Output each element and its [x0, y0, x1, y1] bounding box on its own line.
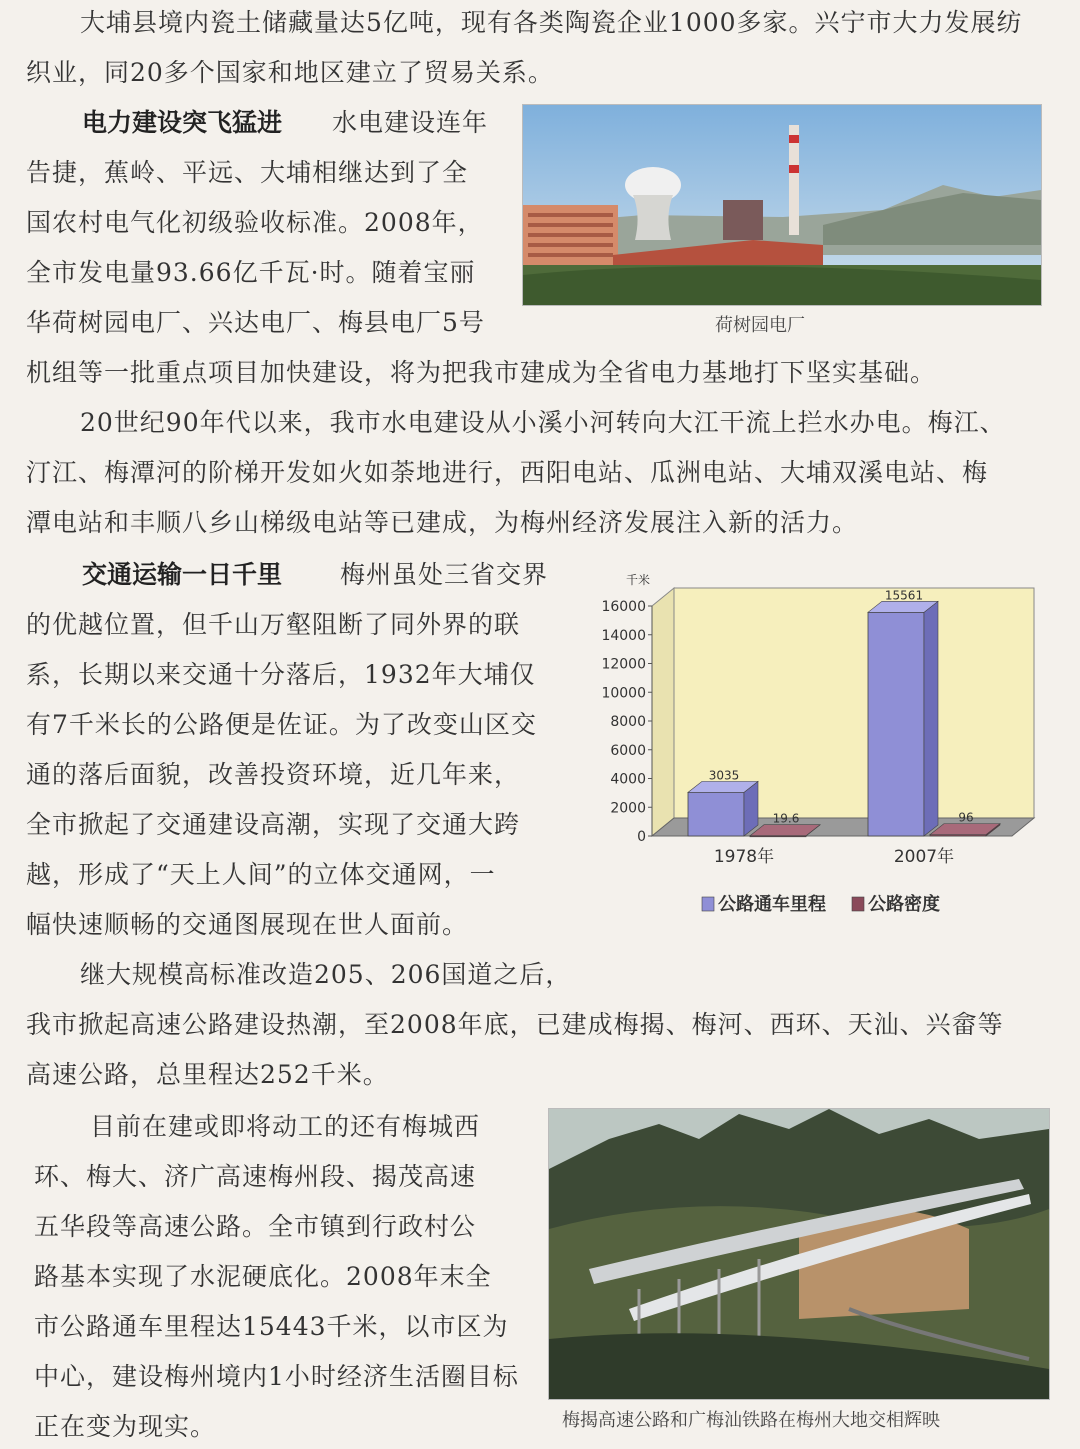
paragraph-line: 正在变为现实。	[34, 1412, 217, 1441]
paragraph-line: 国农村电气化初级验收标准。2008年，	[26, 208, 484, 237]
paragraph-line: 目前在建或即将动工的还有梅城西	[90, 1112, 481, 1141]
y-tick-label: 16000	[601, 599, 646, 615]
y-tick-label: 6000	[610, 742, 646, 759]
y-axis-label: 千米	[626, 573, 651, 587]
paragraph-line: 有7千米长的公路便是佐证。为了改变山区交	[26, 710, 537, 739]
legend-swatch	[852, 897, 864, 911]
x-tick-label: 2007年	[893, 847, 955, 867]
legend-label: 公路通车里程	[718, 894, 826, 915]
paragraph-line: 机组等一批重点项目加快建设，将为把我市建成为全省电力基地打下坚实基础。	[26, 358, 937, 387]
y-tick-label: 4000	[610, 771, 646, 788]
paragraph-line: 汀江、梅潭河的阶梯开发如火如荼地进行，西阳电站、瓜洲电站、大埔双溪电站、梅	[26, 458, 989, 487]
legend-label: 公路密度	[868, 894, 940, 915]
paragraph-line: 水电建设连年	[332, 108, 489, 137]
paragraph-line: 越，形成了“天上人间”的立体交通网，一	[26, 860, 496, 889]
bar-value-label: 96	[958, 810, 974, 825]
paragraph-line: 告捷，蕉岭、平远、大埔相继达到了全	[26, 158, 469, 187]
bar-value-label: 3035	[708, 768, 740, 783]
paragraph-line: 路基本实现了水泥硬底化。2008年末全	[34, 1262, 492, 1291]
paragraph-line: 大埔县境内瓷土储藏量达5亿吨，现有各类陶瓷企业1000多家。兴宁市大力发展纺	[80, 8, 1023, 37]
highway-railway-photo	[548, 1108, 1050, 1400]
chart-side-wall	[652, 588, 674, 836]
y-tick-label: 0	[637, 829, 646, 845]
legend-swatch	[702, 897, 714, 911]
power-plant-caption: 荷树园电厂	[715, 315, 805, 336]
paragraph-line: 20世纪90年代以来，我市水电建设从小溪小河转向大江干流上拦水办电。梅江、	[80, 408, 1006, 437]
paragraph-line: 环、梅大、济广高速梅州段、揭茂高速	[34, 1162, 477, 1191]
paragraph-line: 华荷树园电厂、兴达电厂、梅县电厂5号	[26, 308, 485, 337]
bar-front	[868, 612, 924, 836]
x-tick-label: 1978年	[713, 847, 775, 867]
paragraph-line: 潭电站和丰顺八乡山梯级电站等已建成，为梅州经济发展注入新的活力。	[26, 508, 859, 537]
paragraph-line: 我市掀起高速公路建设热潮，至2008年底，已建成梅揭、梅河、西环、天汕、兴畲等	[26, 1010, 1004, 1039]
paragraph-line: 系，长期以来交通十分落后，1932年大埔仅	[26, 660, 536, 689]
bar-front	[688, 792, 744, 836]
y-tick-label: 10000	[601, 685, 646, 702]
paragraph-line: 高速公路，总里程达252千米。	[26, 1060, 389, 1089]
paragraph-line: 五华段等高速公路。全市镇到行政村公	[34, 1212, 477, 1241]
section-heading-transport: 交通运输一日千里	[82, 560, 283, 589]
road-mileage-chart	[590, 570, 1060, 940]
bar-side	[924, 601, 938, 836]
bar-value-label: 15561	[884, 588, 924, 603]
paragraph-line: 继大规模高标准改造205、206国道之后，	[80, 960, 572, 989]
paragraph-line: 全市发电量93.66亿千瓦·时。随着宝丽	[26, 258, 476, 287]
paragraph-line: 市公路通车里程达15443千米，以市区为	[34, 1312, 509, 1341]
paragraph-line: 中心，建设梅州境内1小时经济生活圈目标	[34, 1362, 519, 1391]
paragraph-line: 幅快速顺畅的交通图展现在世人面前。	[26, 910, 469, 939]
paragraph-line: 梅州虽处三省交界	[340, 560, 549, 589]
highway-photo-caption: 梅揭高速公路和广梅汕铁路在梅州大地交相辉映	[562, 1410, 940, 1431]
y-tick-label: 2000	[610, 800, 646, 817]
power-plant-photo	[522, 104, 1042, 306]
bar-value-label: 19.6	[772, 811, 800, 826]
y-tick-label: 8000	[610, 714, 646, 730]
y-tick-label: 12000	[601, 656, 646, 673]
paragraph-line: 全市掀起了交通建设高潮，实现了交通大跨	[26, 810, 521, 839]
y-tick-label: 14000	[601, 627, 646, 644]
paragraph-line: 的优越位置，但千山万壑阻断了同外界的联	[26, 610, 521, 639]
paragraph-line: 通的落后面貌，改善投资环境，近几年来，	[26, 760, 521, 789]
paragraph-line: 织业，同20多个国家和地区建立了贸易关系。	[26, 58, 554, 87]
section-heading-power: 电力建设突飞猛进	[82, 108, 283, 137]
